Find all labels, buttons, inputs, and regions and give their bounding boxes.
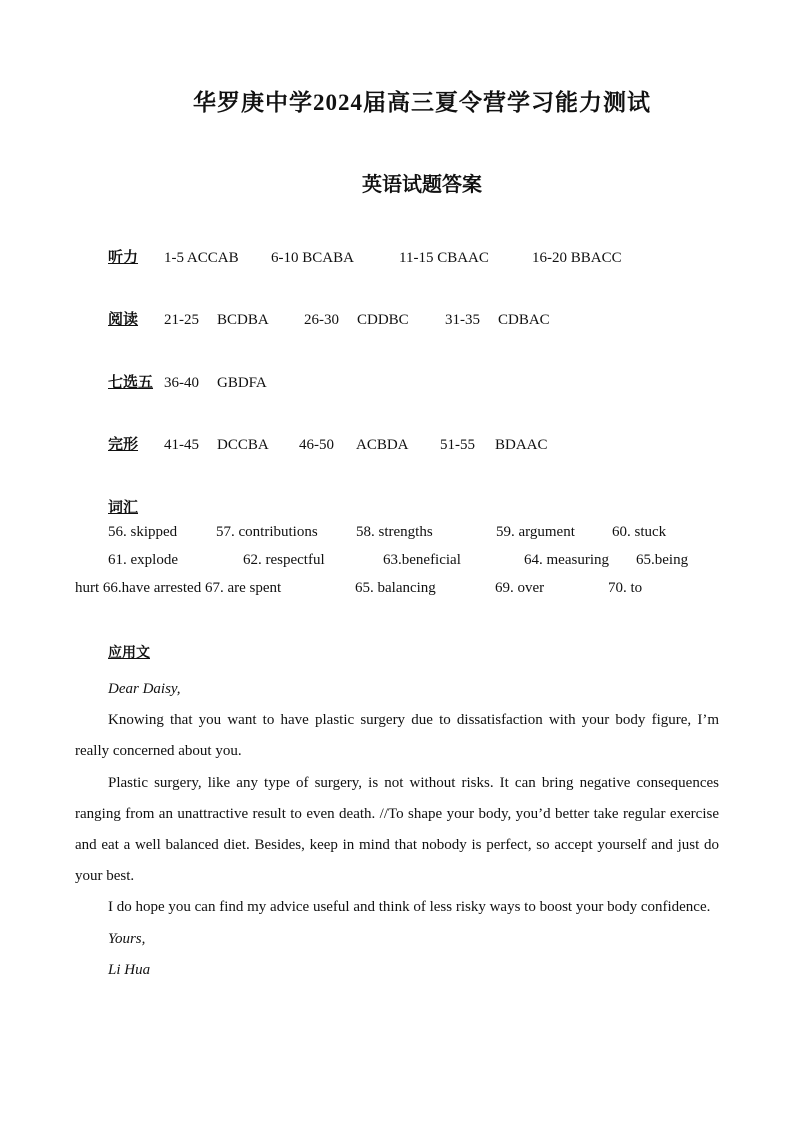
- answer-letters: BDAAC: [495, 437, 548, 453]
- page-title: 华罗庚中学2024届高三夏令营学习能力测试: [193, 90, 651, 115]
- page-subtitle: 英语试题答案: [362, 174, 482, 196]
- answer-range: 26-30: [304, 312, 339, 328]
- answer-range: 21-25: [164, 312, 199, 328]
- vocab-answer: 56. skipped: [108, 524, 178, 540]
- answer-letters: CDBAC: [498, 312, 550, 328]
- vocab-answer: 61. explode: [108, 552, 178, 568]
- answer-range: 51-55: [440, 437, 475, 453]
- answer-letters: ACBDA: [356, 437, 409, 453]
- vocab-answer: 57. contributions: [216, 524, 318, 540]
- seven-five-label: 七选五: [108, 375, 154, 391]
- answer-range: 36-40: [164, 375, 199, 391]
- cloze-label: 完形: [108, 437, 139, 453]
- answer-range: 46-50: [299, 437, 334, 453]
- vocab-answer: 58. strengths: [356, 524, 433, 540]
- reading-label: 阅读: [108, 312, 139, 328]
- listening-label: 听力: [108, 250, 139, 266]
- answer-group: 16-20 BBACC: [532, 250, 622, 266]
- answer-group: 1-5 ACCAB: [164, 250, 239, 266]
- sample-letter: [75, 674, 719, 986]
- letter-closing: Yours,: [108, 930, 146, 947]
- answer-group: 6-10 BCABA: [271, 250, 354, 266]
- vocab-answer: 69. over: [495, 580, 545, 596]
- vocab-answer: 63.beneficial: [383, 552, 461, 568]
- answer-letters: CDDBC: [357, 312, 409, 328]
- letter-paragraph: I do hope you can find my advice useful and think of less risky ways to boost your body confidence.: [108, 899, 711, 916]
- vocab-answer: 64. measuring: [524, 552, 609, 568]
- answer-group: 11-15 CBAAC: [399, 250, 489, 266]
- vocab-answer: 60. stuck: [612, 524, 667, 540]
- letter-salutation: Dear Daisy,: [108, 681, 181, 697]
- vocab-answer: 65. balancing: [355, 580, 436, 596]
- vocabulary-label: 词汇: [108, 500, 139, 516]
- letter-label: 应用文: [108, 646, 150, 661]
- vocab-answer: hurt 66.have arrested 67. are spent: [75, 580, 282, 596]
- letter-signature: Li Hua: [108, 961, 151, 978]
- answer-letters: GBDFA: [217, 375, 267, 391]
- letter-paragraph: Plastic surgery, like any type of surgery, is not without risks. It can bring negative consequences ranging from an unattractive result to even death. //To shape your body, you’d better take regular exercise and eat a well balanced diet. Besides, keep in mind that nobody is perfect, so accept yourself and just do your best.: [75, 774, 719, 885]
- answer-range: 41-45: [164, 437, 199, 453]
- vocab-answer: 62. respectful: [243, 552, 325, 568]
- vocab-answer: 65.being: [636, 552, 689, 568]
- answer-range: 31-35: [445, 312, 480, 328]
- letter-paragraph: Knowing that you want to have plastic surgery due to dissatisfaction with your body figure, I’m really concerned about you.: [75, 712, 719, 760]
- vocab-answer: 70. to: [608, 580, 643, 596]
- answer-letters: DCCBA: [217, 437, 269, 453]
- answer-letters: BCDBA: [217, 312, 269, 328]
- vocab-answer: 59. argument: [496, 524, 575, 540]
